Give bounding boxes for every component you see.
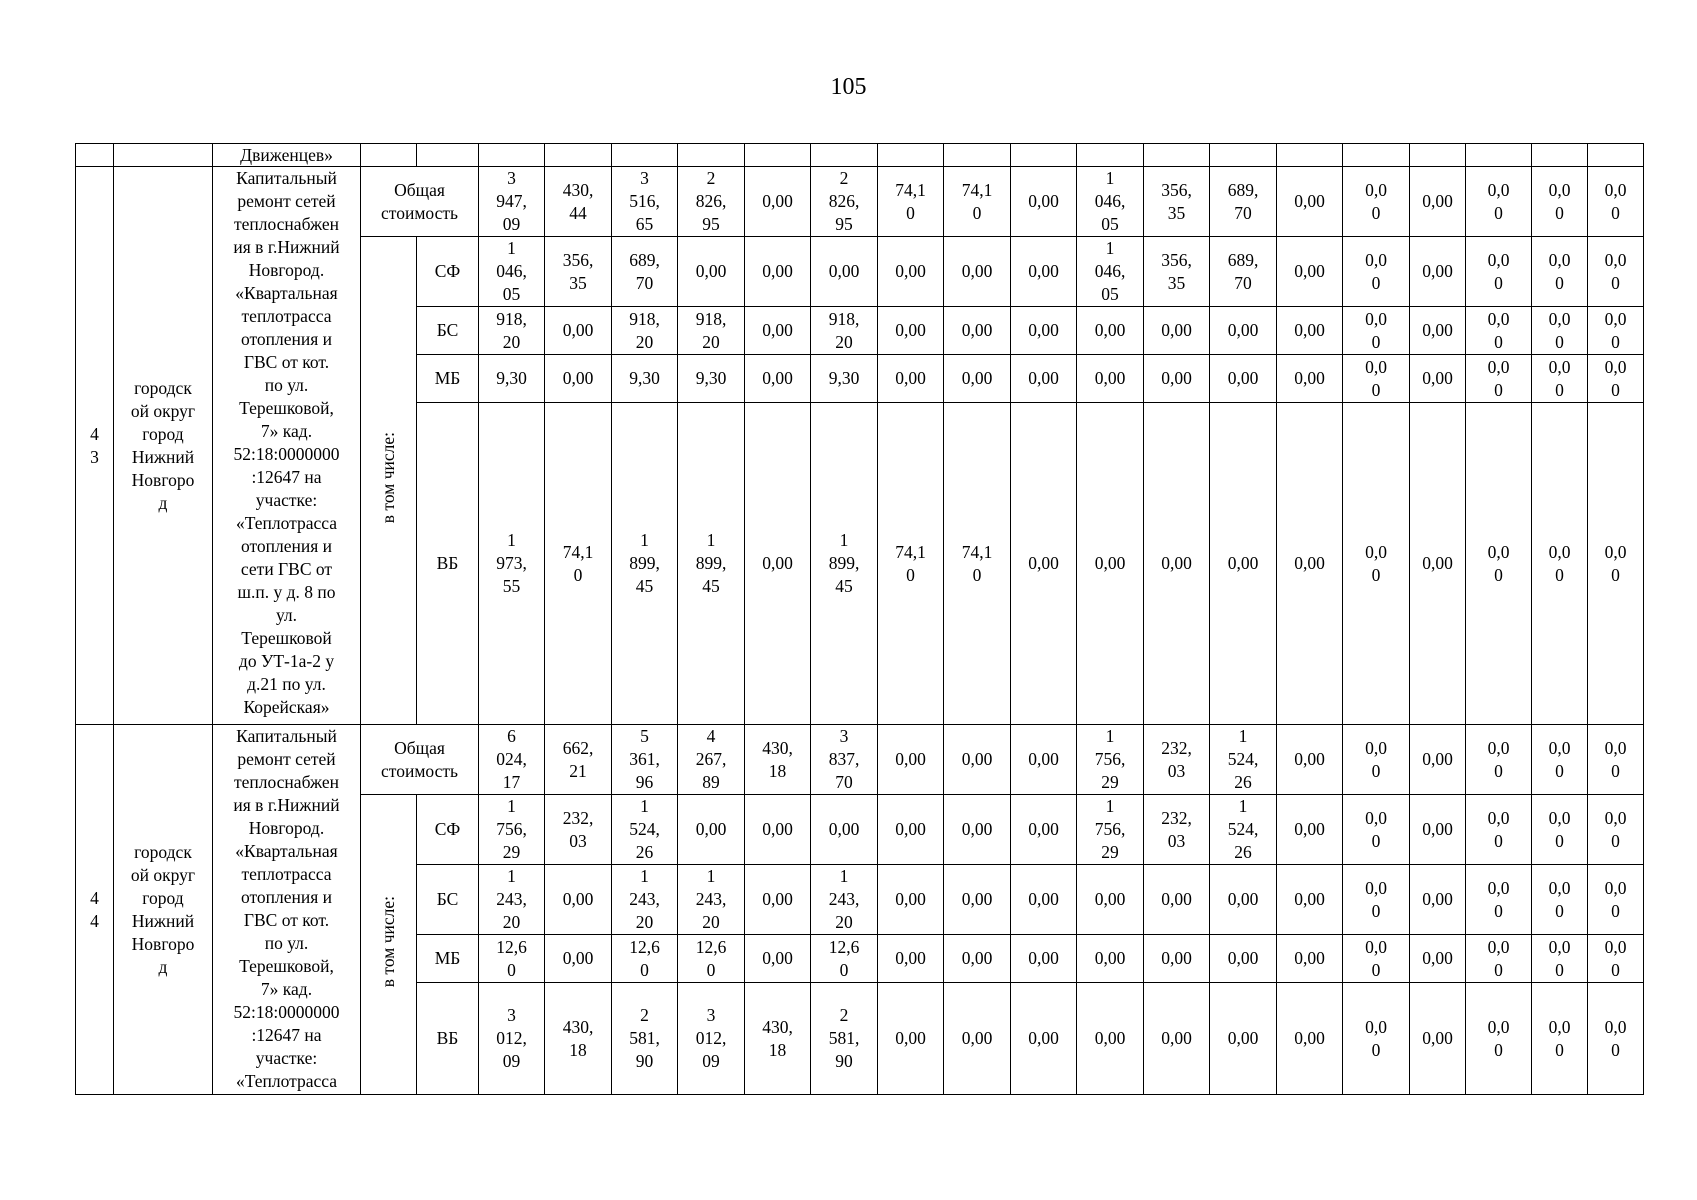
value-cell: 0,00: [545, 307, 612, 355]
total-row: [76, 167, 1644, 237]
value-cell: 0,00: [1011, 725, 1077, 795]
total-cost-label: Общая стоимость: [361, 725, 479, 795]
value-cell: 0,00: [1410, 355, 1466, 403]
value-cell: 0,00: [1277, 403, 1343, 725]
value-cell: 430, 18: [545, 983, 612, 1095]
empty-cell: [944, 144, 1011, 167]
value-cell: 0,00: [1011, 307, 1077, 355]
empty-cell: [1532, 144, 1588, 167]
value-cell: 0,00: [878, 237, 944, 307]
row-number: 4 3: [76, 167, 114, 725]
value-cell: 0,0 0: [1588, 167, 1644, 237]
total-row: [76, 725, 1644, 795]
page-number: 105: [830, 74, 867, 100]
value-cell: 0,00: [1277, 795, 1343, 865]
value-cell: 0,00: [878, 983, 944, 1095]
value-cell: 74,1 0: [545, 403, 612, 725]
value-cell: 74,1 0: [944, 403, 1011, 725]
value-cell: 0,00: [1077, 935, 1144, 983]
value-cell: 0,00: [811, 795, 878, 865]
value-cell: 0,00: [545, 935, 612, 983]
value-cell: 1 899, 45: [811, 403, 878, 725]
empty-cell: [811, 144, 878, 167]
value-cell: 2 581, 90: [612, 983, 678, 1095]
value-cell: 0,0 0: [1532, 795, 1588, 865]
funding-source: ВБ: [417, 403, 479, 725]
value-cell: 0,00: [1210, 865, 1277, 935]
value-cell: 0,00: [745, 403, 811, 725]
value-cell: 0,0 0: [1588, 403, 1644, 725]
value-cell: 0,00: [1410, 237, 1466, 307]
value-cell: 0,0 0: [1588, 865, 1644, 935]
value-cell: 0,0 0: [1532, 865, 1588, 935]
value-cell: 0,0 0: [1466, 355, 1532, 403]
value-cell: 74,1 0: [878, 167, 944, 237]
value-cell: 0,0 0: [1466, 865, 1532, 935]
value-cell: 12,6 0: [612, 935, 678, 983]
value-cell: 0,0 0: [1588, 935, 1644, 983]
value-cell: 4 267, 89: [678, 725, 745, 795]
value-cell: 0,0 0: [1343, 935, 1410, 983]
value-cell: 0,00: [1144, 935, 1210, 983]
value-cell: 0,00: [878, 865, 944, 935]
empty-cell: [1210, 144, 1277, 167]
value-cell: 0,0 0: [1466, 167, 1532, 237]
funding-source: СФ: [417, 237, 479, 307]
empty-cell: [612, 144, 678, 167]
value-cell: 0,0 0: [1343, 167, 1410, 237]
empty-cell: [1077, 144, 1144, 167]
value-cell: 0,00: [1277, 935, 1343, 983]
description-continuation: Движенцев»: [213, 144, 361, 167]
project-description: Капитальный ремонт сетей теплоснабжен ия в г.Нижний Новгород. «Квартальная теплотрасса отопления и ГВС от кот. по ул. Терешковой, 7» кад. 52:18:0000000 :12647 на участке: «Теплотрасса: [213, 725, 361, 1095]
value-cell: 0,00: [1410, 795, 1466, 865]
funding-source: БС: [417, 865, 479, 935]
value-cell: 6 024, 17: [479, 725, 545, 795]
value-cell: 9,30: [479, 355, 545, 403]
value-cell: 74,1 0: [944, 167, 1011, 237]
value-cell: 0,00: [1410, 865, 1466, 935]
value-cell: 0,00: [1277, 983, 1343, 1095]
value-cell: 918, 20: [612, 307, 678, 355]
including-label: в том числе:: [378, 895, 398, 988]
budget-table: [75, 143, 1644, 1095]
value-cell: 3 837, 70: [811, 725, 878, 795]
value-cell: 430, 44: [545, 167, 612, 237]
empty-cell: [745, 144, 811, 167]
value-cell: 0,00: [745, 795, 811, 865]
value-cell: 1 524, 26: [612, 795, 678, 865]
value-cell: 0,0 0: [1588, 795, 1644, 865]
value-cell: 0,00: [1277, 237, 1343, 307]
value-cell: 0,00: [878, 725, 944, 795]
empty-cell: [114, 144, 213, 167]
value-cell: 0,0 0: [1532, 355, 1588, 403]
value-cell: 0,00: [1077, 865, 1144, 935]
empty-cell: [1277, 144, 1343, 167]
value-cell: 9,30: [678, 355, 745, 403]
value-cell: 1 756, 29: [479, 795, 545, 865]
value-cell: 0,00: [1277, 355, 1343, 403]
empty-cell: [479, 144, 545, 167]
value-cell: 0,00: [745, 167, 811, 237]
value-cell: 0,0 0: [1532, 237, 1588, 307]
total-cost-label: Общая стоимость: [361, 167, 479, 237]
value-cell: 1 243, 20: [678, 865, 745, 935]
value-cell: 1 756, 29: [1077, 725, 1144, 795]
value-cell: 0,0 0: [1532, 935, 1588, 983]
value-cell: 0,00: [1144, 983, 1210, 1095]
row-number: 4 4: [76, 725, 114, 1095]
value-cell: 0,00: [1144, 355, 1210, 403]
value-cell: 356, 35: [545, 237, 612, 307]
value-cell: 430, 18: [745, 725, 811, 795]
value-cell: 0,00: [1410, 167, 1466, 237]
empty-cell: [417, 144, 479, 167]
value-cell: 12,6 0: [479, 935, 545, 983]
value-cell: 1 046, 05: [1077, 237, 1144, 307]
value-cell: 0,0 0: [1588, 237, 1644, 307]
value-cell: 1 524, 26: [1210, 795, 1277, 865]
value-cell: 3 012, 09: [678, 983, 745, 1095]
value-cell: 0,00: [1210, 355, 1277, 403]
value-cell: 0,00: [1277, 865, 1343, 935]
value-cell: 0,00: [1410, 725, 1466, 795]
value-cell: 0,00: [678, 237, 745, 307]
value-cell: 232, 03: [545, 795, 612, 865]
value-cell: 3 947, 09: [479, 167, 545, 237]
table-body: [76, 144, 1644, 1095]
funding-source: ВБ: [417, 983, 479, 1095]
value-cell: 0,0 0: [1466, 307, 1532, 355]
value-cell: 12,6 0: [678, 935, 745, 983]
value-cell: 689, 70: [1210, 167, 1277, 237]
value-cell: 2 826, 95: [678, 167, 745, 237]
value-cell: 0,00: [878, 935, 944, 983]
value-cell: 0,00: [545, 865, 612, 935]
value-cell: 1 756, 29: [1077, 795, 1144, 865]
value-cell: 0,0 0: [1532, 307, 1588, 355]
value-cell: 0,00: [745, 865, 811, 935]
funding-source: МБ: [417, 935, 479, 983]
value-cell: 918, 20: [678, 307, 745, 355]
value-cell: 0,00: [1011, 865, 1077, 935]
value-cell: 0,0 0: [1466, 237, 1532, 307]
value-cell: 0,00: [878, 355, 944, 403]
value-cell: 0,00: [1011, 237, 1077, 307]
value-cell: 1 046, 05: [1077, 167, 1144, 237]
value-cell: 1 046, 05: [479, 237, 545, 307]
including-label-cell: [361, 237, 417, 725]
value-cell: 5 361, 96: [612, 725, 678, 795]
value-cell: 0,00: [944, 983, 1011, 1095]
value-cell: 0,00: [1077, 983, 1144, 1095]
empty-cell: [545, 144, 612, 167]
value-cell: 0,00: [545, 355, 612, 403]
value-cell: 430, 18: [745, 983, 811, 1095]
value-cell: 689, 70: [612, 237, 678, 307]
value-cell: 0,0 0: [1343, 725, 1410, 795]
value-cell: 0,0 0: [1532, 725, 1588, 795]
including-label-cell: [361, 795, 417, 1095]
value-cell: 0,00: [1277, 307, 1343, 355]
value-cell: 0,00: [1144, 307, 1210, 355]
value-cell: 2 581, 90: [811, 983, 878, 1095]
value-cell: 0,0 0: [1466, 725, 1532, 795]
value-cell: 0,00: [1410, 307, 1466, 355]
value-cell: 2 826, 95: [811, 167, 878, 237]
value-cell: 0,00: [678, 795, 745, 865]
value-cell: 0,0 0: [1343, 403, 1410, 725]
value-cell: 0,00: [1011, 983, 1077, 1095]
value-cell: 0,0 0: [1466, 795, 1532, 865]
empty-cell: [678, 144, 745, 167]
value-cell: 662, 21: [545, 725, 612, 795]
empty-cell: [361, 144, 417, 167]
value-cell: 74,1 0: [878, 403, 944, 725]
empty-cell: [1588, 144, 1644, 167]
value-cell: 0,00: [1210, 983, 1277, 1095]
value-cell: 0,00: [944, 307, 1011, 355]
value-cell: 9,30: [612, 355, 678, 403]
value-cell: 9,30: [811, 355, 878, 403]
value-cell: 232, 03: [1144, 725, 1210, 795]
value-cell: 0,00: [1011, 167, 1077, 237]
value-cell: 1 243, 20: [479, 865, 545, 935]
value-cell: 0,00: [1410, 403, 1466, 725]
municipality: городск ой округ город Нижний Новгоро д: [114, 167, 213, 725]
value-cell: 0,00: [944, 725, 1011, 795]
value-cell: 0,0 0: [1532, 983, 1588, 1095]
value-cell: 0,00: [1210, 935, 1277, 983]
value-cell: 689, 70: [1210, 237, 1277, 307]
value-cell: 356, 35: [1144, 167, 1210, 237]
empty-cell: [878, 144, 944, 167]
value-cell: 1 243, 20: [811, 865, 878, 935]
value-cell: 1 524, 26: [1210, 725, 1277, 795]
value-cell: 0,00: [811, 237, 878, 307]
empty-cell: [1343, 144, 1410, 167]
value-cell: 0,0 0: [1343, 983, 1410, 1095]
value-cell: 12,6 0: [811, 935, 878, 983]
value-cell: 0,00: [1011, 795, 1077, 865]
including-label: в том числе:: [378, 431, 398, 524]
value-cell: 0,00: [1410, 935, 1466, 983]
value-cell: 0,0 0: [1532, 167, 1588, 237]
value-cell: 232, 03: [1144, 795, 1210, 865]
value-cell: 0,00: [1011, 355, 1077, 403]
value-cell: 918, 20: [811, 307, 878, 355]
value-cell: 0,00: [1077, 403, 1144, 725]
empty-cell: [76, 144, 114, 167]
value-cell: 0,00: [944, 237, 1011, 307]
value-cell: 0,00: [878, 795, 944, 865]
value-cell: 1 899, 45: [678, 403, 745, 725]
value-cell: 0,0 0: [1466, 935, 1532, 983]
value-cell: 0,00: [1210, 403, 1277, 725]
value-cell: 0,00: [1277, 167, 1343, 237]
continuation-row: [76, 144, 1644, 167]
value-cell: 0,00: [944, 795, 1011, 865]
project-description: Капитальный ремонт сетей теплоснабжен ия в г.Нижний Новгород. «Квартальная теплотрасса отопления и ГВС от кот. по ул. Терешковой, 7» кад. 52:18:0000000 :12647 на участке: «Теплотрасса отопления и сети ГВС от ш.п. у д. 8 по ул. Терешковой до УТ-1а-2 у д.21 по ул. Корейская»: [213, 167, 361, 725]
value-cell: 1 243, 20: [612, 865, 678, 935]
value-cell: 0,00: [878, 307, 944, 355]
value-cell: 0,00: [944, 865, 1011, 935]
empty-cell: [1011, 144, 1077, 167]
value-cell: 0,00: [944, 935, 1011, 983]
value-cell: 0,00: [745, 355, 811, 403]
value-cell: 0,00: [745, 237, 811, 307]
value-cell: 3 012, 09: [479, 983, 545, 1095]
value-cell: 0,00: [1011, 403, 1077, 725]
value-cell: 0,0 0: [1588, 725, 1644, 795]
value-cell: 1 973, 55: [479, 403, 545, 725]
value-cell: 0,00: [1277, 725, 1343, 795]
value-cell: 0,0 0: [1343, 795, 1410, 865]
funding-source: МБ: [417, 355, 479, 403]
value-cell: 0,00: [1144, 865, 1210, 935]
value-cell: 0,0 0: [1343, 355, 1410, 403]
value-cell: 0,00: [1077, 307, 1144, 355]
empty-cell: [1144, 144, 1210, 167]
value-cell: 0,00: [1077, 355, 1144, 403]
value-cell: 1 899, 45: [612, 403, 678, 725]
value-cell: 3 516, 65: [612, 167, 678, 237]
value-cell: 0,00: [745, 307, 811, 355]
value-cell: 0,00: [1011, 935, 1077, 983]
value-cell: 0,00: [944, 355, 1011, 403]
value-cell: 0,0 0: [1588, 355, 1644, 403]
funding-source: СФ: [417, 795, 479, 865]
empty-cell: [1410, 144, 1466, 167]
value-cell: 0,0 0: [1588, 307, 1644, 355]
value-cell: 0,0 0: [1532, 403, 1588, 725]
value-cell: 356, 35: [1144, 237, 1210, 307]
value-cell: 918, 20: [479, 307, 545, 355]
value-cell: 0,00: [1410, 983, 1466, 1095]
value-cell: 0,0 0: [1466, 403, 1532, 725]
value-cell: 0,00: [1144, 403, 1210, 725]
funding-source: БС: [417, 307, 479, 355]
empty-cell: [1466, 144, 1532, 167]
municipality: городск ой округ город Нижний Новгоро д: [114, 725, 213, 1095]
value-cell: 0,00: [1210, 307, 1277, 355]
value-cell: 0,0 0: [1343, 307, 1410, 355]
value-cell: 0,0 0: [1466, 983, 1532, 1095]
value-cell: 0,00: [745, 935, 811, 983]
value-cell: 0,0 0: [1588, 983, 1644, 1095]
value-cell: 0,0 0: [1343, 865, 1410, 935]
value-cell: 0,0 0: [1343, 237, 1410, 307]
